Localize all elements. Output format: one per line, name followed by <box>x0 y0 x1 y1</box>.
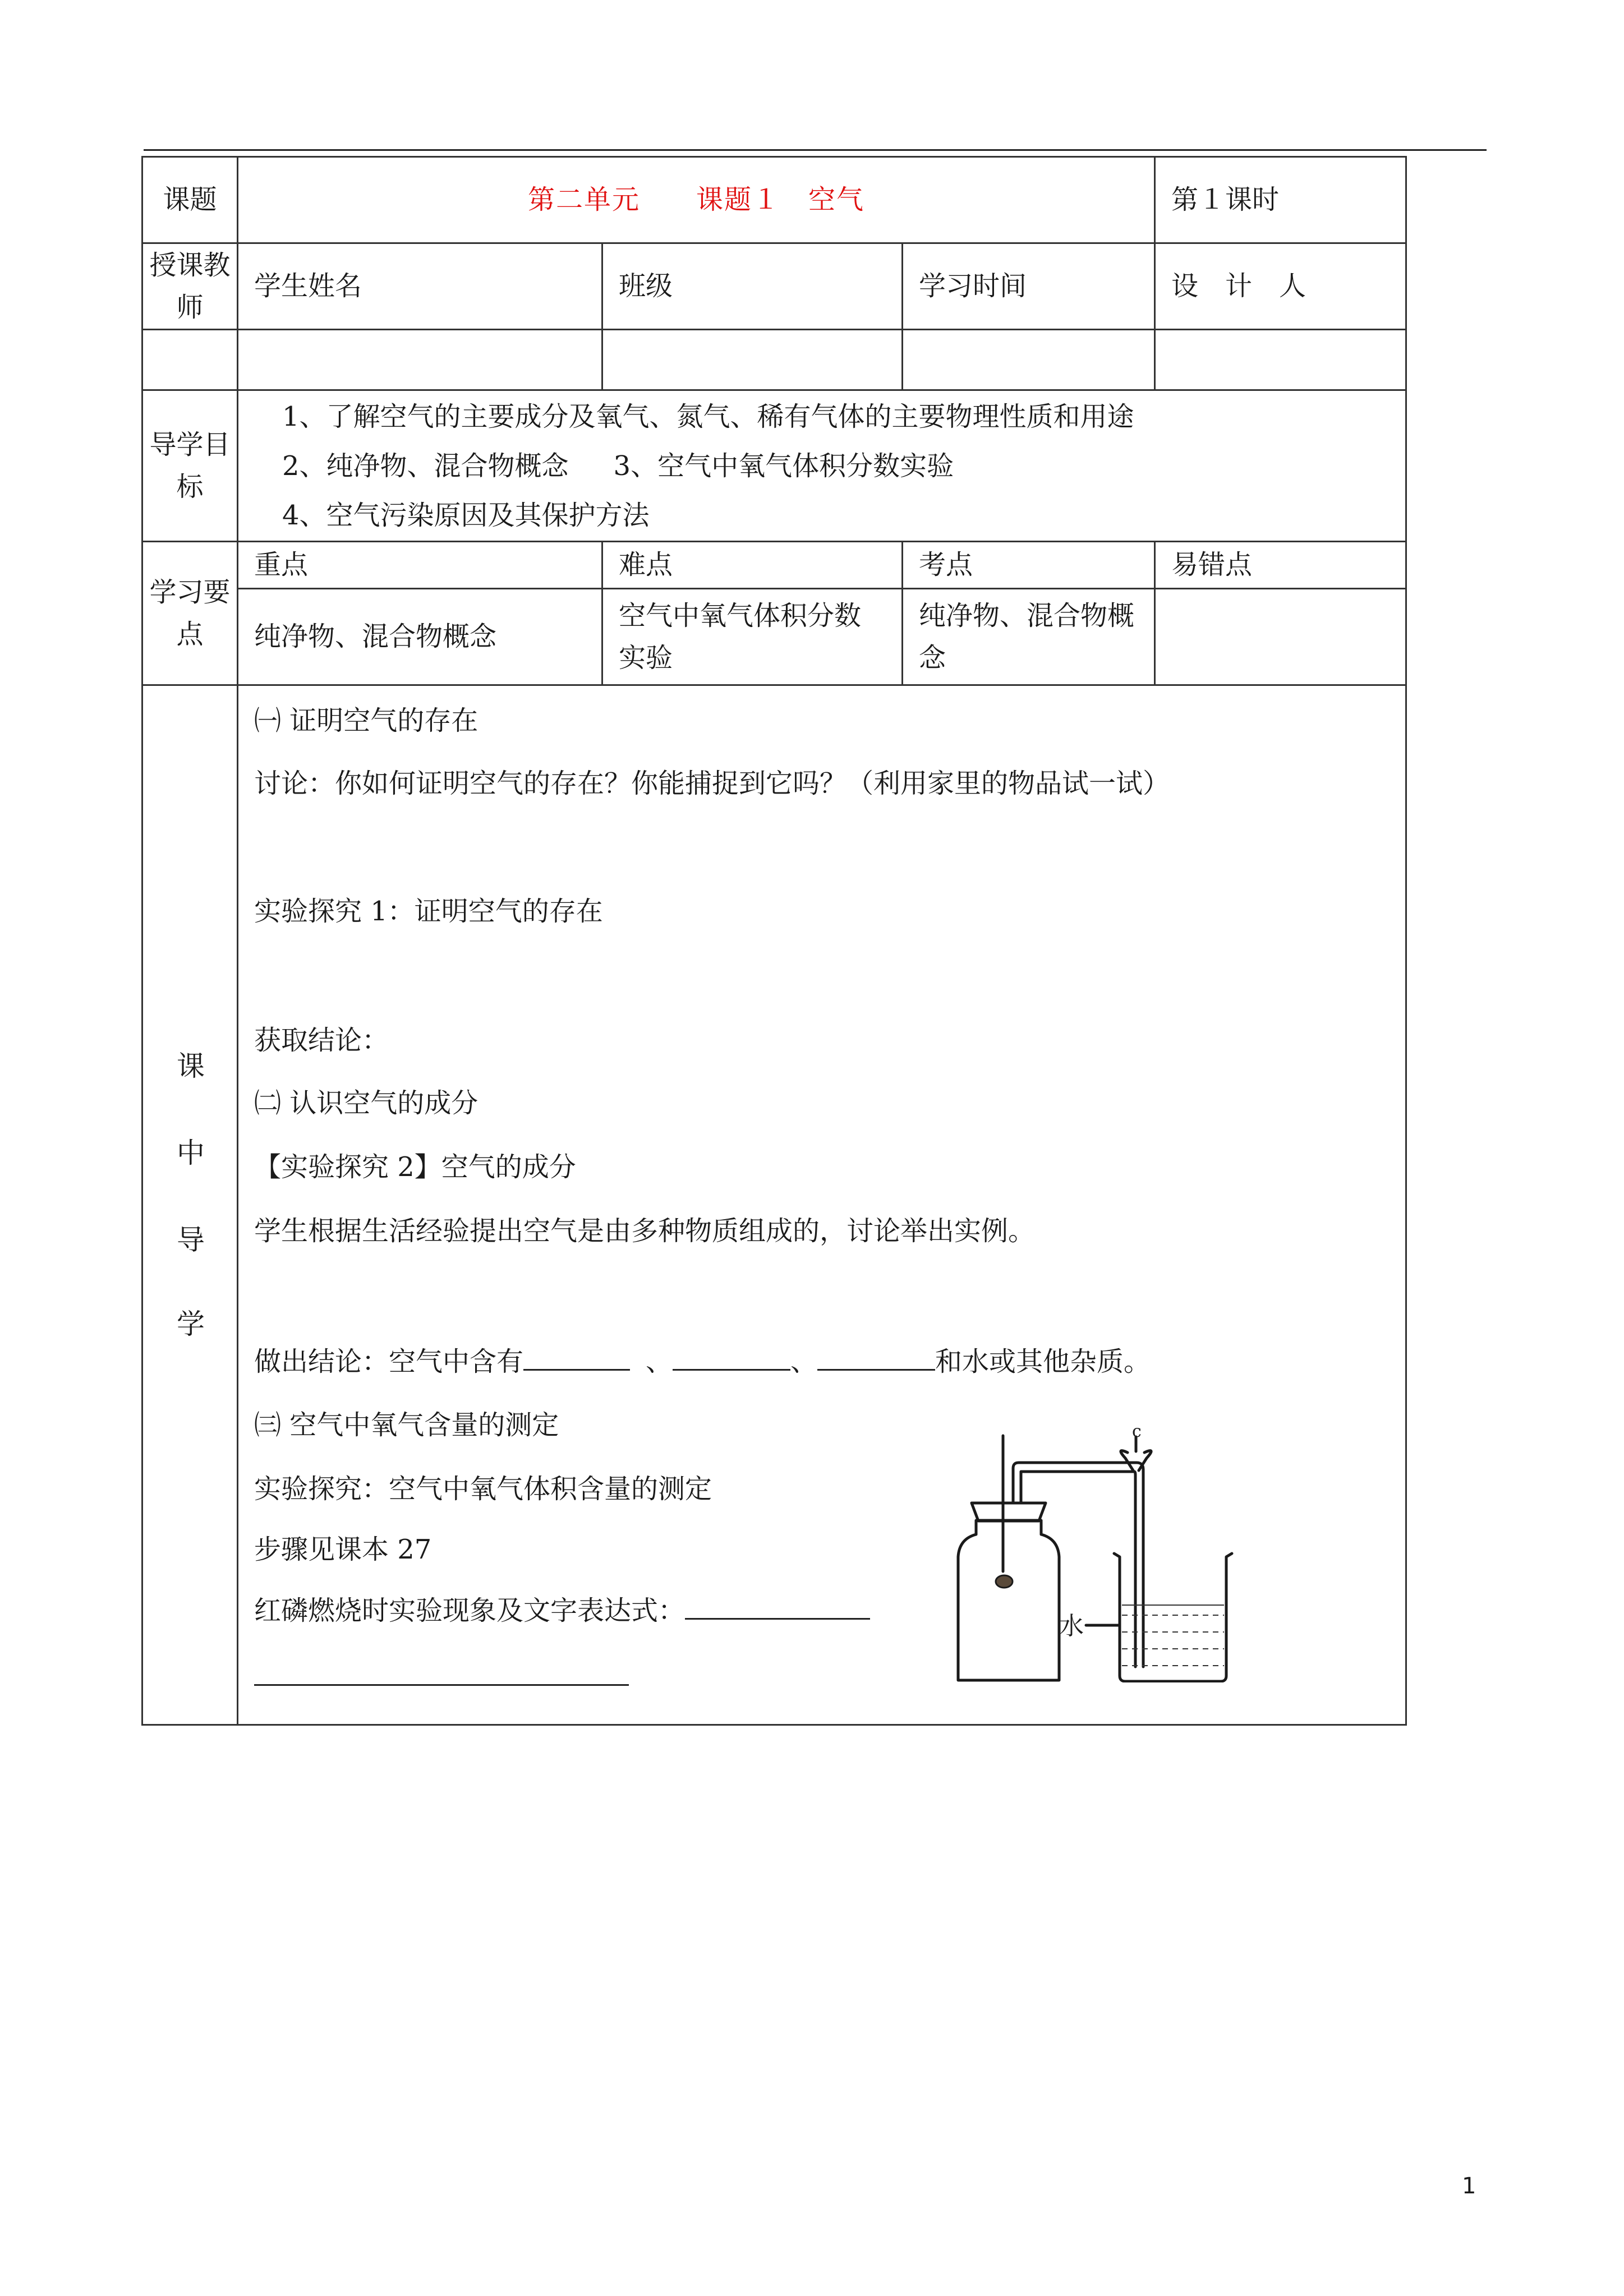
objective-item: 2、纯净物、混合物概念 3、空气中氧气体积分数实验 <box>282 450 954 482</box>
key-points-header-row <box>142 542 1406 589</box>
steps-text: 步骤见课本 27 <box>254 1534 432 1565</box>
student-note-text: 学生根据生活经验提出空气是由多种物质组成的，讨论举出实例。 <box>254 1215 1036 1247</box>
objective-item: 4、空气污染原因及其保护方法 <box>282 499 650 531</box>
blank-entry-row <box>142 330 1406 390</box>
lesson-label-char: 学 <box>177 1308 205 1340</box>
exam-point-value: 纯净物、混合物概念 <box>903 589 1155 685</box>
key-points-values-row <box>142 589 1406 685</box>
designer-entry[interactable] <box>1155 330 1406 390</box>
info-row <box>142 243 1406 330</box>
answer-blank[interactable] <box>254 1657 629 1686</box>
top-rule <box>144 149 1487 151</box>
lesson-label-char: 导 <box>177 1224 205 1256</box>
phosphorus-line: 红磷燃烧时实验现象及文字表达式： <box>254 1591 870 1629</box>
student-name-entry[interactable] <box>238 330 602 390</box>
page-number: 1 <box>1462 2173 1476 2199</box>
experiment-text: 实验探究：空气中氧气体积含量的测定 <box>254 1473 712 1505</box>
period-label: 第１课时 <box>1155 157 1406 243</box>
objectives-list <box>238 390 1406 542</box>
error-prone-header: 易错点 <box>1155 542 1406 589</box>
section-heading: ㈡ 认识空气的成分 <box>254 1087 479 1119</box>
keti-label: 课题 <box>142 157 238 243</box>
oxygen-apparatus-diagram <box>947 1424 1239 1682</box>
answer-blank[interactable] <box>817 1342 935 1371</box>
page-title: 第二单元 课题１ 空气 <box>238 157 1155 243</box>
lesson-label-char: 中 <box>177 1137 205 1169</box>
class-label: 班级 <box>602 243 903 330</box>
collecting-bottle <box>958 1520 1059 1680</box>
answer-blank[interactable] <box>523 1342 630 1371</box>
conclusion-text: 获取结论： <box>254 1025 389 1056</box>
teacher-label: 授课教师 <box>142 243 238 330</box>
section-heading: ㈠ 证明空气的存在 <box>254 705 479 736</box>
difficulty-header: 难点 <box>602 542 903 589</box>
experiment-text: 【实验探究 2】空气的成分 <box>254 1151 576 1183</box>
answer-blank[interactable] <box>673 1342 790 1371</box>
exam-point-header: 考点 <box>903 542 1155 589</box>
experiment-text: 实验探究 1：证明空气的存在 <box>254 896 603 927</box>
clamp-label: c <box>1132 1424 1142 1441</box>
objective-item: 1、了解空气的主要成分及氧气、氮气、稀有气体的主要物理性质和用途 <box>282 400 1134 432</box>
key-point-header: 重点 <box>238 542 602 589</box>
clamp <box>1121 1451 1151 1470</box>
lesson-divider <box>237 686 238 1724</box>
section-heading: ㈢ 空气中氧气含量的测定 <box>254 1409 559 1441</box>
study-time-label: 学习时间 <box>903 243 1155 330</box>
key-points-label: 学习要点 <box>142 542 238 685</box>
discussion-text: 讨论：你如何证明空气的存在？你能捕捉到它吗？（利用家里的物品试一试） <box>254 768 1170 799</box>
study-time-entry[interactable] <box>903 330 1155 390</box>
red-phosphorus <box>996 1575 1013 1588</box>
student-name-label: 学生姓名 <box>238 243 602 330</box>
title-row <box>142 157 1406 243</box>
class-entry[interactable] <box>602 330 903 390</box>
beaker <box>1114 1553 1232 1681</box>
water-label: 水 <box>1059 1612 1084 1640</box>
rubber-stopper <box>972 1503 1046 1521</box>
lesson-label-char: 课 <box>177 1050 205 1082</box>
answer-blank[interactable] <box>685 1591 870 1620</box>
difficulty-value: 空气中氧气体积分数实验 <box>602 589 903 685</box>
objectives-row <box>142 390 1406 542</box>
answer-line <box>254 1657 629 1695</box>
key-point-value: 纯净物、混合物概念 <box>238 589 602 685</box>
conclusion-fill-line: 做出结论：空气中含有 、 、 和水或其他杂质。 <box>254 1342 1151 1380</box>
error-prone-value <box>1155 589 1406 685</box>
designer-label: 设 计 人 <box>1155 243 1406 330</box>
blank-cell-label <box>142 330 238 390</box>
objectives-label: 导学目标 <box>142 390 238 542</box>
